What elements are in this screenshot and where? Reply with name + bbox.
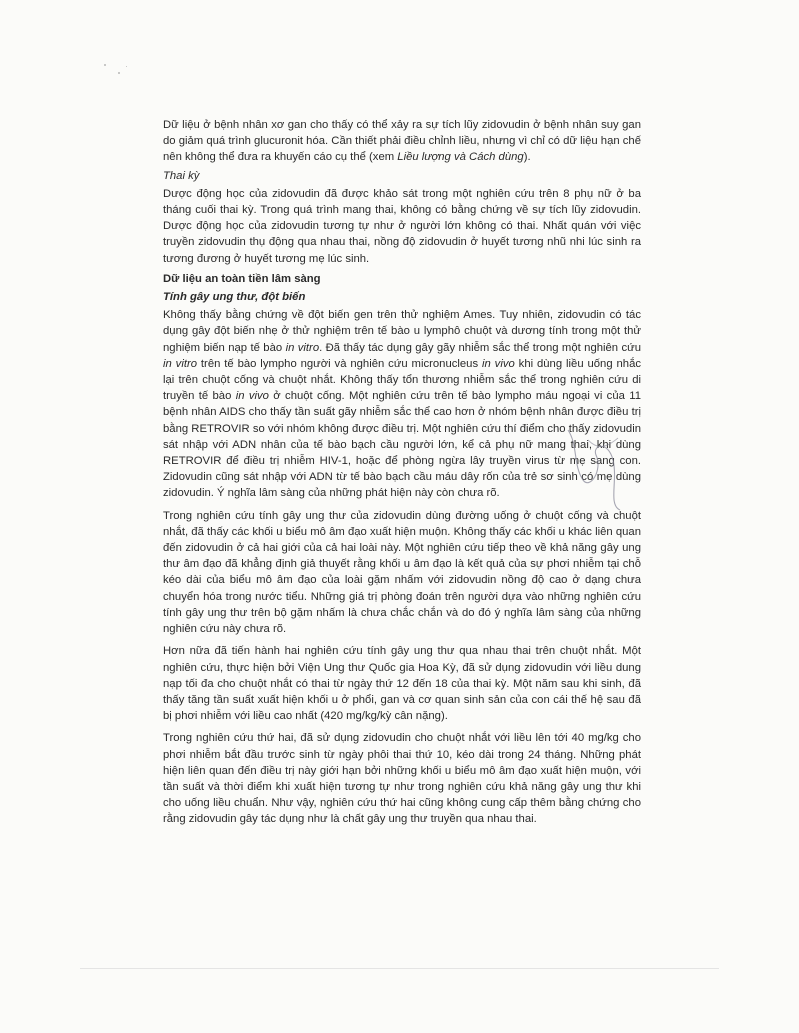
subsection-heading-carcinogenicity: Tính gây ung thư, đột biến (163, 291, 306, 304)
handwritten-initials-icon (548, 410, 638, 520)
text-run: khi dùng liều uống nhắc lại trên chuột cống và chuột nhắt. Không thấy tổn thương nhiễm sắc thể trong nghiên cứu di truyền tế bào (163, 357, 641, 403)
text-run: trên tế bào lympho người và nghiên cứu micronucleus (197, 357, 482, 370)
text-run: ). (523, 151, 531, 164)
italic-term: in vitro (285, 341, 320, 354)
section-heading-preclinical: Dữ liệu an toàn tiền lâm sàng (163, 272, 321, 285)
paragraph-pregnancy: Dược động học của zidovudin đã được khảo sát trong một nghiên cứu trên 8 phụ nữ ở ba tháng cuối thai kỳ. Trong quá trình mang thai, không có bằng chứng về sự tích lũy zidovudin. Dược động học của zidovudin tương tự như ở người lớn không có thai. Nhất quán với việc truyền zidovudin thụ động qua nhau thai, nồng độ zidovudin ở huyết tương nhũ nhi lúc sinh ra tương đương ở huyết tương mẹ lúc sinh. (163, 187, 641, 265)
italic-term: in vivo (482, 357, 515, 370)
text-run: . Đã thấy tác dụng gây gãy nhiễm sắc thể trong một nghiên cứu (319, 341, 641, 354)
scan-speck (104, 64, 106, 66)
text-run: ở chuột cống. Một nghiên cứu trên tế bào lympho máu ngoại vi của 11 bệnh nhân AIDS cho thấy tần suất gãy nhiễm sắc thể cao hơn ở nhóm bệnh nhân được điều trị bằng RETROVIR so với nhóm không được điều trị. Một nghiên cứu thí điểm cho thấy zidovudin sát nhập với ADN nhân của tế bào bạch cầu người lớn, kể cả phụ nữ mang thai, khi dùng RETROVIR để điều trị nhiễm HIV-1, hoặc để phòng ngừa lây truyền virus từ mẹ sang con. Zidovudin cũng sát nhập với ADN từ tế bào bạch cầu máu dây rốn của trẻ sơ sinh có mẹ dùng zidovudin. Ý nghĩa lâm sàng của những phát hiện này còn chưa rõ. (163, 390, 641, 500)
scan-speck (118, 72, 120, 74)
scan-speck (126, 66, 127, 67)
paragraph-oral-carcinogenicity: Trong nghiên cứu tính gây ung thư của zidovudin dùng đường uống ở chuột cống và chuột nhắt, đã thấy các khối u biểu mô âm đạo xuất hiện muộn. Không thấy các khối u khác liên quan đến zidovudin ở cả hai giới của cả hai loài này. Một nghiên cứu tiếp theo về khả năng gây ung thư âm đạo đã khẳng định giả thuyết rằng khối u âm đạo là kết quả của sự phơi nhiễm tại chỗ kéo dài của biểu mô âm đạo của loài gặm nhấm với zidovudin nồng độ cao ở dạng chưa chuyển hóa trong nước tiểu. Những giá trị phòng đoán trên người dựa vào những nghiên cứu tính gây ung thư trên bộ gặm nhấm là chưa chắc chắn và do đó ý nghĩa lâm sàng của những nghiên cứu này chưa rõ. (163, 509, 641, 636)
paragraph-transplacental-study-2: Trong nghiên cứu thứ hai, đã sử dụng zidovudin cho chuột nhắt với liều lên tới 40 mg/kg cho phơi nhiễm bắt đầu trước sinh từ ngày phôi thai thứ 10, kéo dài trong 24 tháng. Những phát hiện liên quan đến điều trị này giới hạn bởi những khối u biểu mô âm đạo xuất hiện muộn, với tần suất và thời điểm khi xuất hiện tương tự như trong nghiên cứu khả năng gây ung thư khi cho uống liều chuẩn. Như vậy, nghiên cứu thứ hai cũng không cung cấp thêm bằng chứng cho rằng zidovudin gây tác dụng như là chất gây ung thư truyền qua nhau thai. (163, 732, 641, 826)
footer-divider (80, 968, 719, 969)
paragraph-transplacental-study-1: Hơn nữa đã tiến hành hai nghiên cứu tính gây ung thư qua nhau thai trên chuột nhắt. Một nghiên cứu, thực hiện bởi Viện Ung thư Quốc gia Hoa Kỳ, đã sử dụng zidovudin với liều dung nạp tối đa cho chuột nhắt có thai từ ngày thứ 12 đến 18 của thai kỳ. Một năm sau khi sinh, đã thấy tăng tần suất xuất hiện khối u ở phổi, gan và cơ quan sinh sản của con cái thế hệ sau đã bị phơi nhiễm với liều cao nhất (420 mg/kg/kỳ cân nặng). (163, 645, 641, 723)
text-run: Dữ liệu ở bệnh nhân xơ gan cho thấy có thể xảy ra sự tích lũy zidovudin ở bệnh nhân suy gan do giảm quá trình glucuronit hóa. Cần thiết phải điều chỉnh liều, nhưng vì chỉ có dữ liệu hạn chế nên không thể đưa ra khuyến cáo cụ thể (xem (163, 119, 641, 164)
italic-term: in vitro (163, 357, 198, 370)
subheading-pregnancy: Thai kỳ (163, 169, 200, 182)
cross-reference: Liều lượng và Cách dùng (397, 151, 524, 164)
paragraph-cirrhosis (163, 117, 641, 166)
text-run: Không thấy bằng chứng về đột biến gen trên thử nghiệm Ames. Tuy nhiên, zidovudin có tác dụng gây đột biến nhẹ ở thử nghiệm trên tế bào u lymphô chuột và dương tính trong một thử nghiệm biến nạp tế bào (163, 309, 641, 354)
italic-term: in vivo (235, 390, 269, 403)
